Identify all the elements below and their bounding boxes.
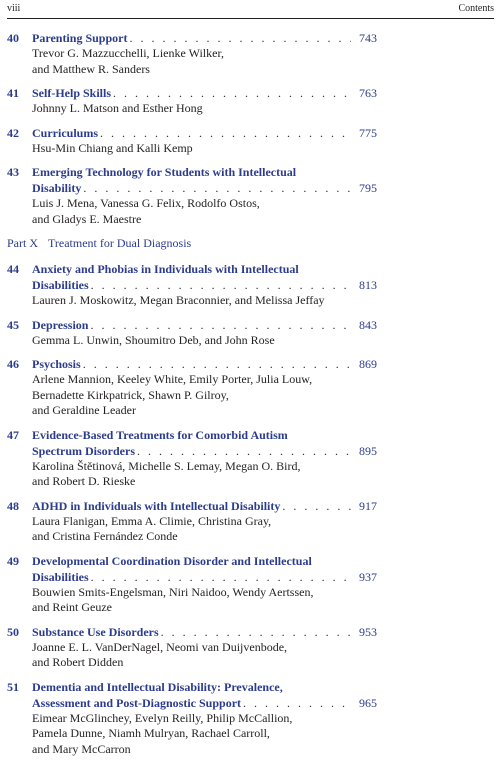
- chapter-title-line: [32, 30, 377, 46]
- page-number-link[interactable]: 843: [359, 317, 377, 332]
- chapter-title[interactable]: Self-Help Skills: [32, 86, 112, 100]
- page-number-link[interactable]: 813: [359, 278, 377, 292]
- dot-leader: [243, 695, 351, 711]
- chapter-number: 41: [7, 86, 19, 100]
- toc-entry[interactable]: [7, 498, 377, 545]
- entry-body: [32, 679, 377, 758]
- chapter-title[interactable]: Depression: [32, 317, 89, 332]
- toc-entry[interactable]: [7, 356, 377, 419]
- chapter-title-line: [32, 261, 377, 277]
- part-heading[interactable]: [7, 235, 377, 251]
- chapter-title[interactable]: Disabilities: [32, 278, 89, 292]
- chapter-title[interactable]: Evidence-Based Treatments for Comorbid Autism: [32, 427, 288, 442]
- chapter-authors: Gemma L. Unwin, Shoumitro Deb, and John Rose: [32, 332, 275, 347]
- chapter-title[interactable]: Dementia and Intellectual Disability: Prevalence,: [32, 679, 283, 694]
- chapter-number: 48: [7, 498, 19, 513]
- chapter-number: 47: [7, 427, 19, 442]
- chapter-title-line: [32, 125, 377, 141]
- chapter-authors: Bouwien Smits-Engelsman, Niri Naidoo, Wendy Aertssen,: [32, 584, 314, 599]
- chapter-title[interactable]: Parenting Support: [32, 31, 128, 45]
- dot-leader: [161, 624, 351, 640]
- page-number-link[interactable]: 965: [359, 695, 377, 710]
- dot-leader: [91, 569, 351, 585]
- entry-body: [32, 553, 377, 616]
- entry-body: [32, 164, 377, 227]
- chapter-title-line: [32, 498, 377, 514]
- chapter-number: 51: [7, 679, 19, 694]
- dot-leader: [137, 443, 351, 459]
- page-number-link[interactable]: 953: [359, 624, 377, 639]
- toc-entry[interactable]: [7, 30, 377, 77]
- chapter-authors: Laura Flanigan, Emma A. Climie, Christina Gray,: [32, 513, 272, 528]
- dot-leader: [129, 30, 351, 46]
- chapter-title-line: [32, 356, 377, 372]
- dot-leader: [91, 277, 351, 293]
- chapter-authors: Trevor G. Mazzucchelli, Lienke Wilker,: [32, 46, 224, 60]
- chapter-authors: and Robert Didden: [32, 655, 124, 669]
- chapter-authors: Bernadette Kirkpatrick, Shawn P. Gilroy,: [32, 387, 229, 402]
- entry-body: [32, 624, 377, 671]
- chapter-authors: and Geraldine Leader: [32, 403, 136, 417]
- dot-leader: [113, 85, 351, 101]
- chapter-number: 44: [7, 262, 19, 276]
- entry-body: [32, 125, 377, 157]
- header-rule: [7, 18, 494, 19]
- chapter-authors: Pamela Dunne, Niamh Mulryan, Rachael Carroll,: [32, 726, 270, 740]
- page-number-link[interactable]: 763: [359, 86, 377, 100]
- chapter-authors: Luis J. Mena, Vanessa G. Felix, Rodolfo Ostos,: [32, 196, 260, 210]
- entry-body: [32, 261, 377, 309]
- chapter-authors: Eimear McGlinchey, Evelyn Reilly, Philip McCallion,: [32, 710, 293, 725]
- dot-leader: [282, 498, 351, 514]
- toc-entry[interactable]: [7, 125, 377, 157]
- entry-body: [32, 317, 377, 349]
- chapter-title[interactable]: Disabilities: [32, 569, 89, 584]
- chapter-authors: Arlene Mannion, Keeley White, Emily Porter, Julia Louw,: [32, 372, 313, 386]
- chapter-title[interactable]: Disability: [32, 181, 82, 195]
- chapter-number: 45: [7, 317, 19, 332]
- chapter-title[interactable]: ADHD in Individuals with Intellectual Disability: [32, 498, 281, 513]
- dot-leader: [83, 356, 351, 372]
- chapter-number: 42: [7, 125, 19, 140]
- chapter-title-line: [32, 679, 377, 695]
- running-title: Contents: [458, 3, 494, 14]
- chapter-title-line: [32, 180, 377, 196]
- running-head: [7, 3, 494, 17]
- chapter-authors: and Reint Geuze: [32, 600, 112, 614]
- page-number-link[interactable]: 869: [359, 357, 377, 371]
- chapter-number: 40: [7, 31, 19, 45]
- toc-entry[interactable]: [7, 679, 377, 758]
- toc-entry[interactable]: [7, 85, 377, 117]
- chapter-title-line: [32, 553, 377, 569]
- entry-body: [32, 498, 377, 545]
- page-number-link[interactable]: 795: [359, 181, 377, 195]
- chapter-title-line: [32, 443, 377, 459]
- page-number-link[interactable]: 775: [359, 125, 377, 140]
- page-number-link[interactable]: 743: [359, 31, 377, 45]
- chapter-authors: and Robert D. Rieske: [32, 474, 136, 488]
- toc-entry[interactable]: [7, 624, 377, 671]
- dot-leader: [90, 317, 351, 333]
- table-of-contents: [7, 30, 377, 765]
- chapter-title[interactable]: Developmental Coordination Disorder and Intellectual: [32, 553, 312, 568]
- chapter-title[interactable]: Assessment and Post-Diagnostic Support: [32, 695, 242, 710]
- part-label: Part X: [7, 236, 38, 250]
- toc-entry[interactable]: [7, 427, 377, 490]
- chapter-title-line: [32, 277, 377, 293]
- toc-entry[interactable]: [7, 553, 377, 616]
- chapter-title[interactable]: Substance Use Disorders: [32, 624, 159, 639]
- entry-body: [32, 427, 377, 490]
- chapter-number: 43: [7, 165, 19, 179]
- chapter-title[interactable]: Spectrum Disorders: [32, 443, 135, 458]
- page-folio: viii: [7, 3, 21, 14]
- toc-entry[interactable]: [7, 317, 377, 349]
- chapter-authors: and Mary McCarron: [32, 741, 131, 756]
- chapter-title[interactable]: Anxiety and Phobias in Individuals with Intellectual: [32, 262, 299, 276]
- part-title: Treatment for Dual Diagnosis: [48, 236, 192, 250]
- page-number-link[interactable]: 917: [359, 498, 377, 513]
- chapter-authors: Johnny L. Matson and Esther Hong: [32, 101, 203, 115]
- entry-body: [32, 356, 377, 419]
- toc-entry[interactable]: [7, 164, 377, 227]
- page-number-link[interactable]: 895: [359, 443, 377, 458]
- chapter-authors: and Cristina Fernández Conde: [32, 529, 178, 543]
- chapter-title-line: [32, 164, 377, 180]
- entry-body: [32, 30, 377, 77]
- toc-entry[interactable]: [7, 261, 377, 309]
- chapter-title-line: [32, 569, 377, 585]
- chapter-title-line: [32, 317, 377, 333]
- chapter-authors: and Gladys E. Maestre: [32, 211, 142, 226]
- entry-body: [32, 85, 377, 117]
- chapter-authors: Hsu-Min Chiang and Kalli Kemp: [32, 140, 193, 155]
- chapter-authors: Joanne E. L. VanDerNagel, Neomi van Duijvenbode,: [32, 639, 288, 654]
- chapter-title-line: [32, 695, 377, 711]
- chapter-title-line: [32, 427, 377, 443]
- chapter-title-line: [32, 624, 377, 640]
- page-number-link[interactable]: 937: [359, 569, 377, 584]
- chapter-title[interactable]: Curriculums: [32, 125, 98, 140]
- chapter-number: 46: [7, 357, 19, 371]
- chapter-authors: Karolina Štětinová, Michelle S. Lemay, Megan O. Bird,: [32, 458, 301, 473]
- chapter-title[interactable]: Emerging Technology for Students with Intellectual: [32, 165, 297, 179]
- chapter-authors: Lauren J. Moskowitz, Megan Braconnier, and Melissa Jeffay: [32, 293, 325, 307]
- chapter-authors: and Matthew R. Sanders: [32, 61, 150, 76]
- chapter-title-line: [32, 85, 377, 101]
- dot-leader: [100, 125, 351, 141]
- dot-leader: [83, 180, 351, 196]
- chapter-number: 50: [7, 624, 19, 639]
- chapter-number: 49: [7, 553, 19, 568]
- chapter-title[interactable]: Psychosis: [32, 357, 81, 371]
